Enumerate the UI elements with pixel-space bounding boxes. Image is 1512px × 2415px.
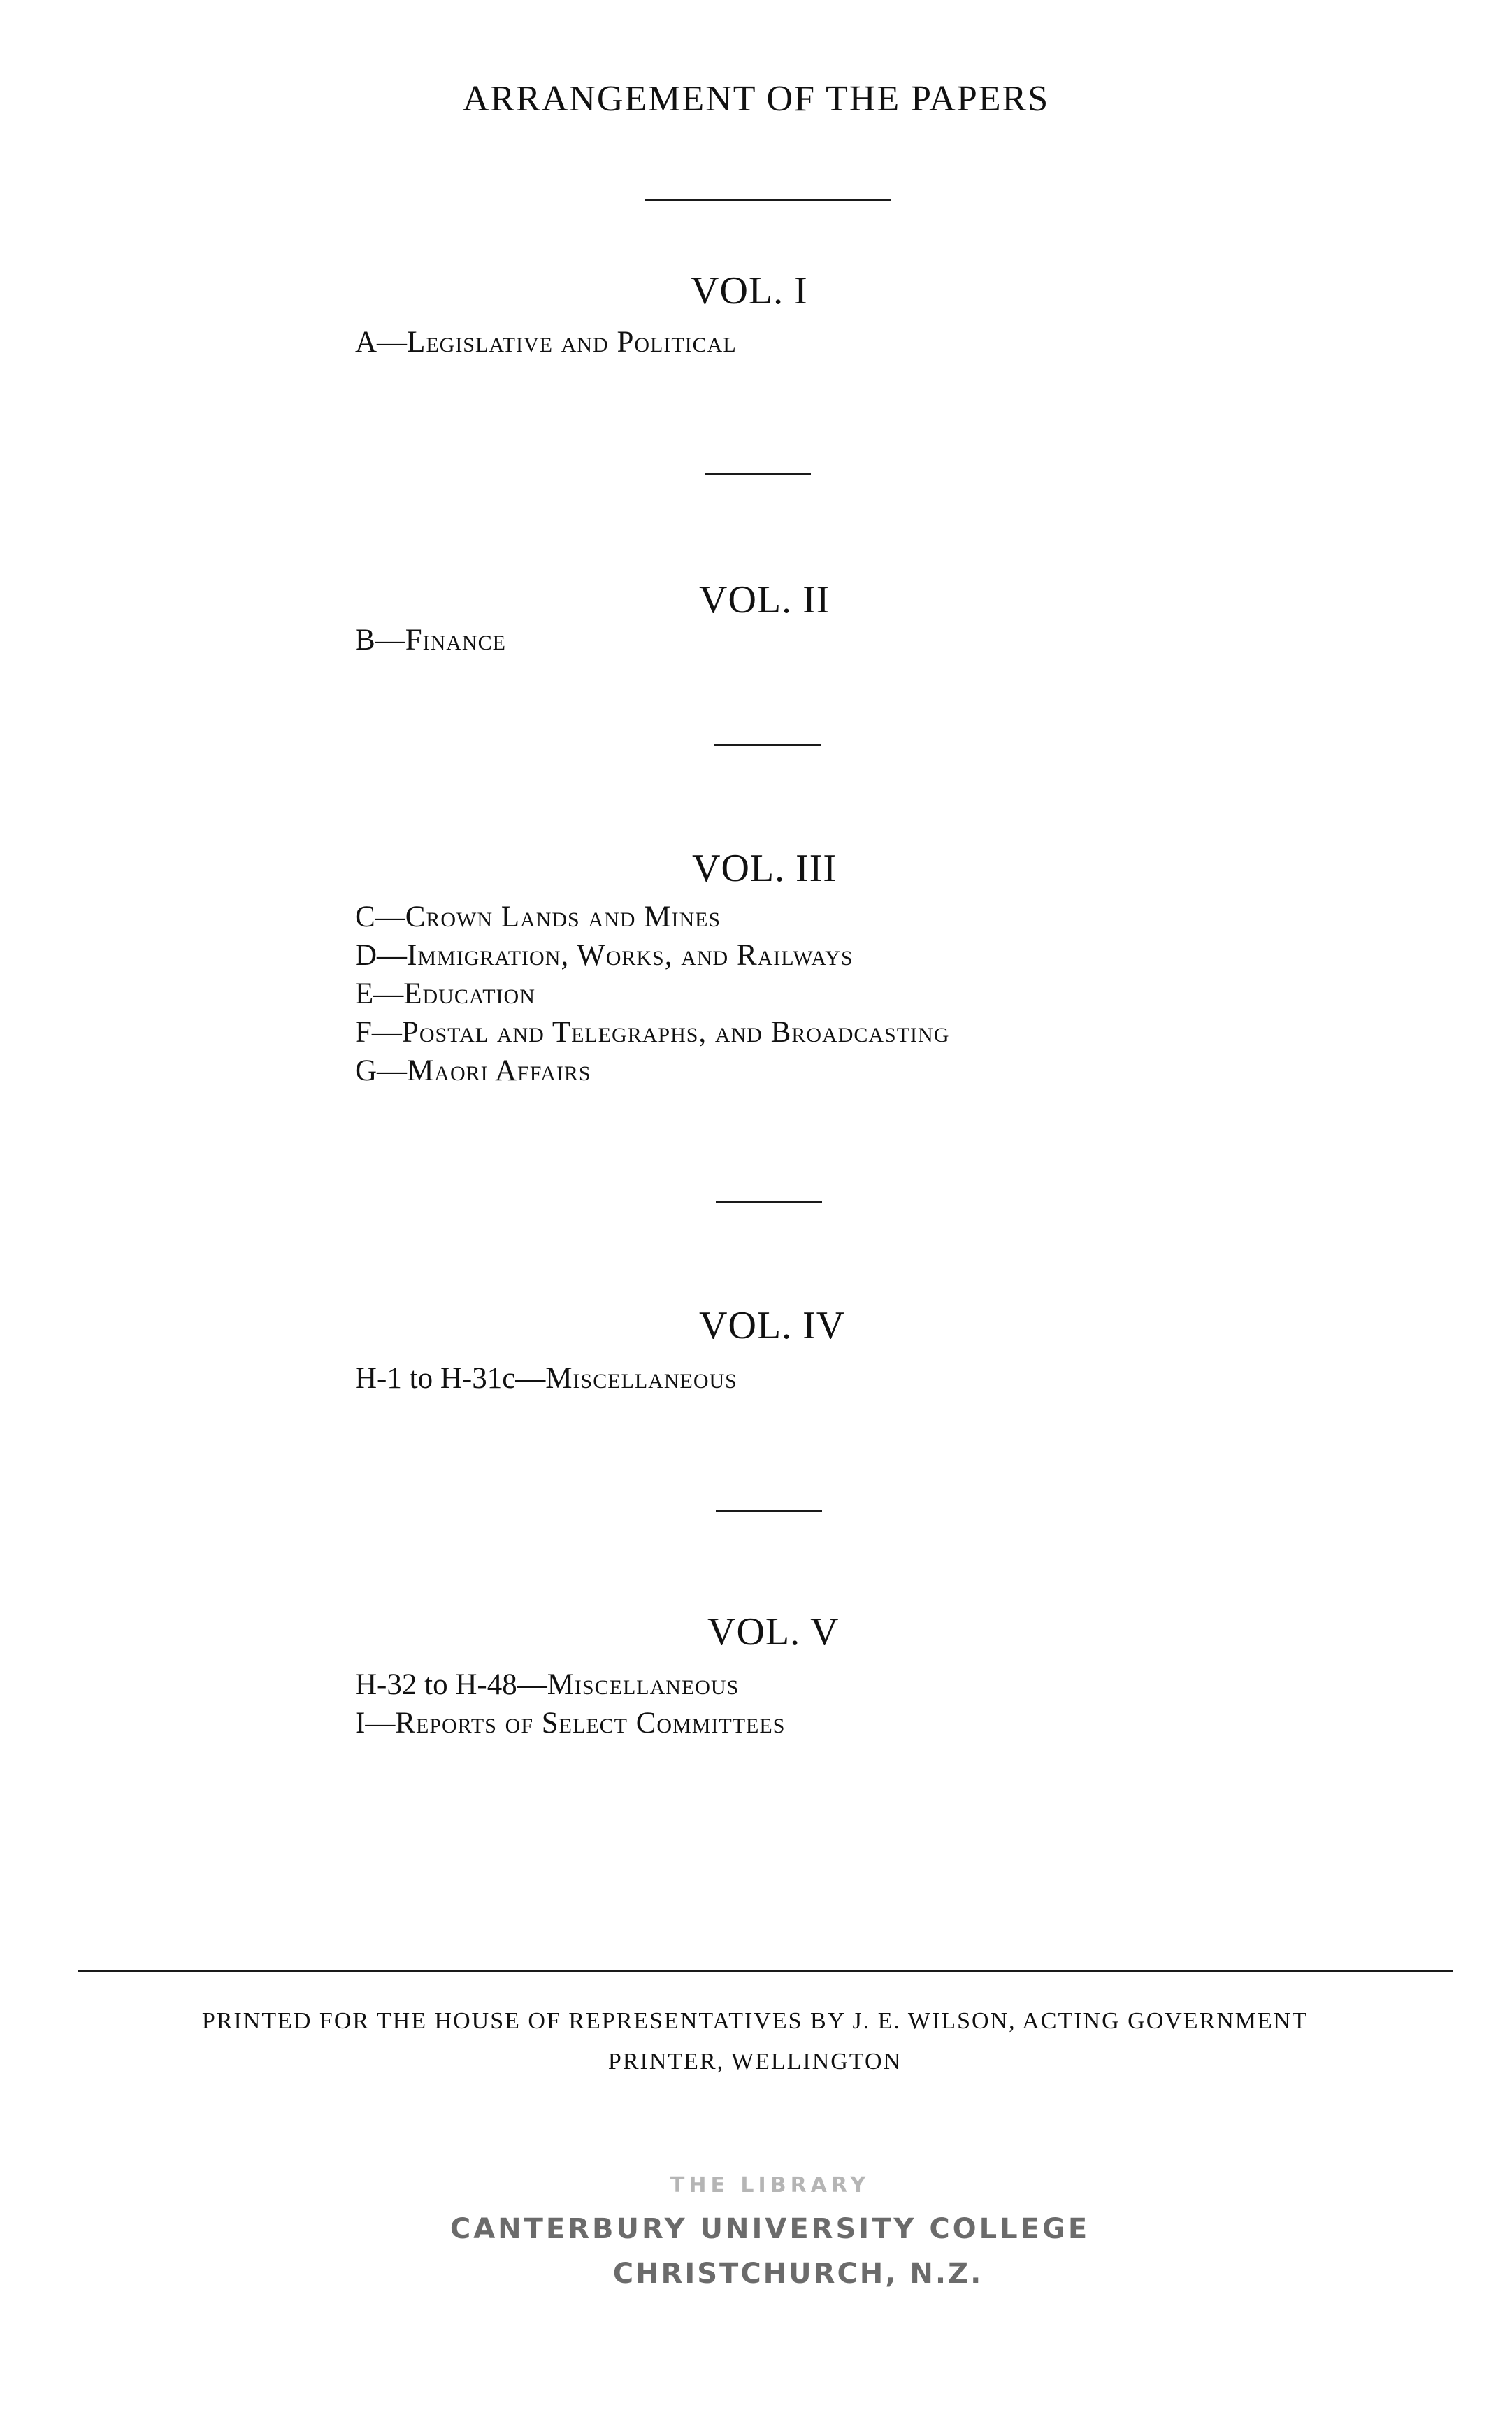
vol-2-entries: [355, 621, 506, 659]
list-item: [355, 621, 506, 659]
vol-5-heading: VOL. V: [707, 1610, 840, 1654]
entry-label: Education: [403, 977, 535, 1010]
entry-code: D—: [355, 939, 408, 972]
vol-2-heading: VOL. II: [699, 578, 830, 622]
stamp-line-3: CHRISTCHURCH, N.Z.: [612, 2258, 984, 2290]
entry-label: Maori Affairs: [407, 1054, 591, 1087]
section-rule: [716, 1510, 822, 1512]
printer-imprint: [56, 2001, 1454, 2082]
page-title: ARRANGEMENT OF THE PAPERS: [462, 79, 1050, 119]
entry-code: B—: [355, 624, 405, 657]
vol-4-entries: [355, 1359, 737, 1398]
imprint-line-1: PRINTED FOR THE HOUSE OF REPRESENTATIVES BY J. E. WILSON, ACTING GOVERNMENT: [201, 2008, 1309, 2034]
imprint-rule: [78, 1970, 1453, 1972]
title-rule: [645, 199, 891, 201]
entry-label: Miscellaneous: [547, 1668, 740, 1701]
entry-code: H-32 to H-48—: [355, 1668, 547, 1701]
vol-4-heading: VOL. IV: [699, 1304, 846, 1347]
section-rule: [714, 744, 821, 746]
vol-1-entries: [355, 323, 737, 361]
list-item: [355, 1704, 785, 1742]
stamp-line-2: CANTERBURY UNIVERSITY COLLEGE: [449, 2213, 1090, 2245]
entry-code: H-1 to H-31c—: [355, 1362, 546, 1395]
entry-label: Postal and Telegraphs, and Broadcasting: [401, 1016, 950, 1049]
section-rule: [705, 473, 811, 475]
entry-label: Miscellaneous: [545, 1362, 737, 1395]
list-item: [355, 1665, 785, 1704]
list-item: [355, 1013, 949, 1052]
entry-code: A—: [355, 326, 408, 359]
library-stamp: [0, 2173, 1512, 2290]
list-item: [355, 1359, 737, 1398]
entry-code: C—: [355, 901, 405, 933]
entry-code: F—: [355, 1016, 402, 1049]
stamp-line-1: THE LIBRARY: [670, 2173, 870, 2198]
list-item: [355, 975, 949, 1013]
entry-label: Reports of Select Committees: [395, 1707, 786, 1740]
entry-label: Legislative and Political: [407, 326, 737, 359]
vol-5-entries: [355, 1665, 785, 1742]
entry-label: Finance: [405, 624, 506, 657]
entry-label: Crown Lands and Mines: [405, 901, 721, 933]
vol-1-heading: VOL. I: [691, 269, 808, 313]
imprint-line-2: PRINTER, WELLINGTON: [607, 2049, 902, 2074]
list-item: [355, 936, 949, 975]
list-item: [355, 1052, 949, 1090]
list-item: [355, 898, 949, 936]
section-rule: [716, 1201, 822, 1203]
entry-code: G—: [355, 1054, 408, 1087]
list-item: [355, 323, 737, 361]
vol-3-heading: VOL. III: [692, 847, 837, 890]
entry-code: E—: [355, 977, 404, 1010]
entry-code: I—: [355, 1707, 396, 1740]
vol-3-entries: [355, 898, 949, 1090]
entry-label: Immigration, Works, and Railways: [407, 939, 854, 972]
